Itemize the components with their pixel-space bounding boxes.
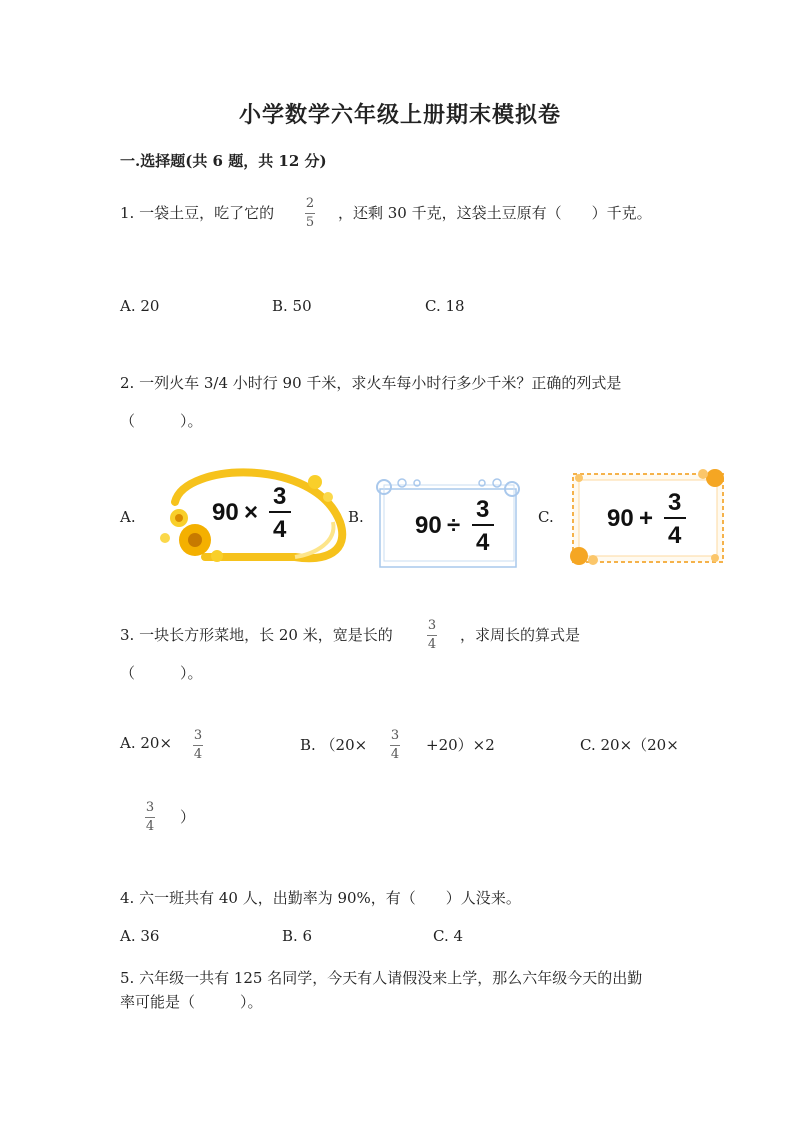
- card-b-numerator: 3: [476, 496, 490, 523]
- fraction-numerator: 3: [390, 728, 400, 743]
- question-3-fraction: [427, 619, 437, 652]
- question-1-text-start: 1. 一袋土豆，吃了它的: [120, 204, 275, 222]
- question-2-option-a-card[interactable]: [145, 462, 350, 570]
- question-3-option-c[interactable]: C. 20×（20×: [580, 736, 679, 754]
- question-4-text: 4. 六一班共有 40 人，出勤率为 90%，有（ ）人没来。: [120, 889, 521, 907]
- question-1-fraction: [305, 197, 315, 230]
- question-2-text-line2: （ ）。: [120, 412, 203, 430]
- card-b-lhs: 90: [415, 512, 442, 539]
- fraction-denominator: 4: [390, 747, 400, 762]
- question-1-text-end: ，还剩 30 千克，这袋土豆原有（ ）千克。: [338, 204, 652, 222]
- card-b-denominator: 4: [476, 529, 490, 556]
- fraction-numerator: 2: [305, 196, 315, 211]
- page-title: 小学数学六年级上册期末模拟卷: [238, 102, 561, 128]
- question-4-option-b[interactable]: B. 6: [282, 927, 313, 945]
- fraction-numerator: 3: [145, 800, 155, 815]
- question-2-option-a-letter[interactable]: A.: [120, 508, 136, 526]
- fraction-numerator: 3: [193, 728, 203, 743]
- fraction-denominator: 5: [305, 215, 315, 230]
- question-4-option-a[interactable]: A. 36: [120, 927, 160, 945]
- question-5-text-line2: 率可能是（ ）。: [120, 993, 263, 1011]
- question-3-option-c-end: ）: [180, 808, 196, 826]
- fraction-denominator: 4: [193, 747, 203, 762]
- card-c-lhs: 90: [607, 505, 634, 532]
- question-2-text-line1: 2. 一列火车 3/4 小时行 90 千米，求火车每小时行多少千米？正确的列式是: [120, 374, 622, 392]
- fraction-denominator: 4: [427, 637, 437, 652]
- question-2-option-c-card[interactable]: [565, 466, 730, 568]
- question-4-option-c[interactable]: C. 4: [433, 927, 464, 945]
- option-c-fraction: [145, 801, 155, 834]
- question-5-text-line1: 5. 六年级一共有 125 名同学，今天有人请假没来上学，那么六年级今天的出勤: [120, 969, 643, 987]
- fraction-numerator: 3: [427, 618, 437, 633]
- question-1-option-b[interactable]: B. 50: [272, 297, 312, 315]
- question-2-option-c-letter[interactable]: C.: [538, 508, 554, 526]
- section-heading: 一.选择题(共 6 题，共 12 分): [120, 152, 327, 170]
- card-a-operator: ×: [244, 499, 259, 526]
- question-2-option-b-letter[interactable]: B.: [348, 508, 364, 526]
- question-3-text-end: ，求周长的算式是: [460, 626, 581, 644]
- question-3-option-a[interactable]: A. 20×: [120, 734, 173, 752]
- card-a-numerator: 3: [273, 483, 287, 510]
- question-2-option-b-card[interactable]: [372, 475, 522, 570]
- question-3-text-start: 3. 一块长方形菜地，长 20 米，宽是长的: [120, 626, 393, 644]
- card-b-operator: ÷: [447, 512, 461, 539]
- question-1-option-c[interactable]: C. 18: [425, 297, 465, 315]
- option-a-fraction: [193, 729, 203, 762]
- card-c-numerator: 3: [668, 489, 682, 516]
- question-1-option-a[interactable]: A. 20: [120, 297, 160, 315]
- card-a-lhs: 90: [212, 499, 239, 526]
- option-b-fraction: [390, 729, 400, 762]
- card-c-denominator: 4: [668, 522, 682, 549]
- card-c-operator: +: [639, 505, 654, 532]
- question-3-option-b[interactable]: B. （20×: [300, 736, 368, 754]
- card-a-denominator: 4: [273, 516, 287, 543]
- question-3-text-line2: （ ）。: [120, 664, 203, 682]
- question-3-option-b-end: +20）×2: [426, 736, 495, 754]
- fraction-denominator: 4: [145, 819, 155, 834]
